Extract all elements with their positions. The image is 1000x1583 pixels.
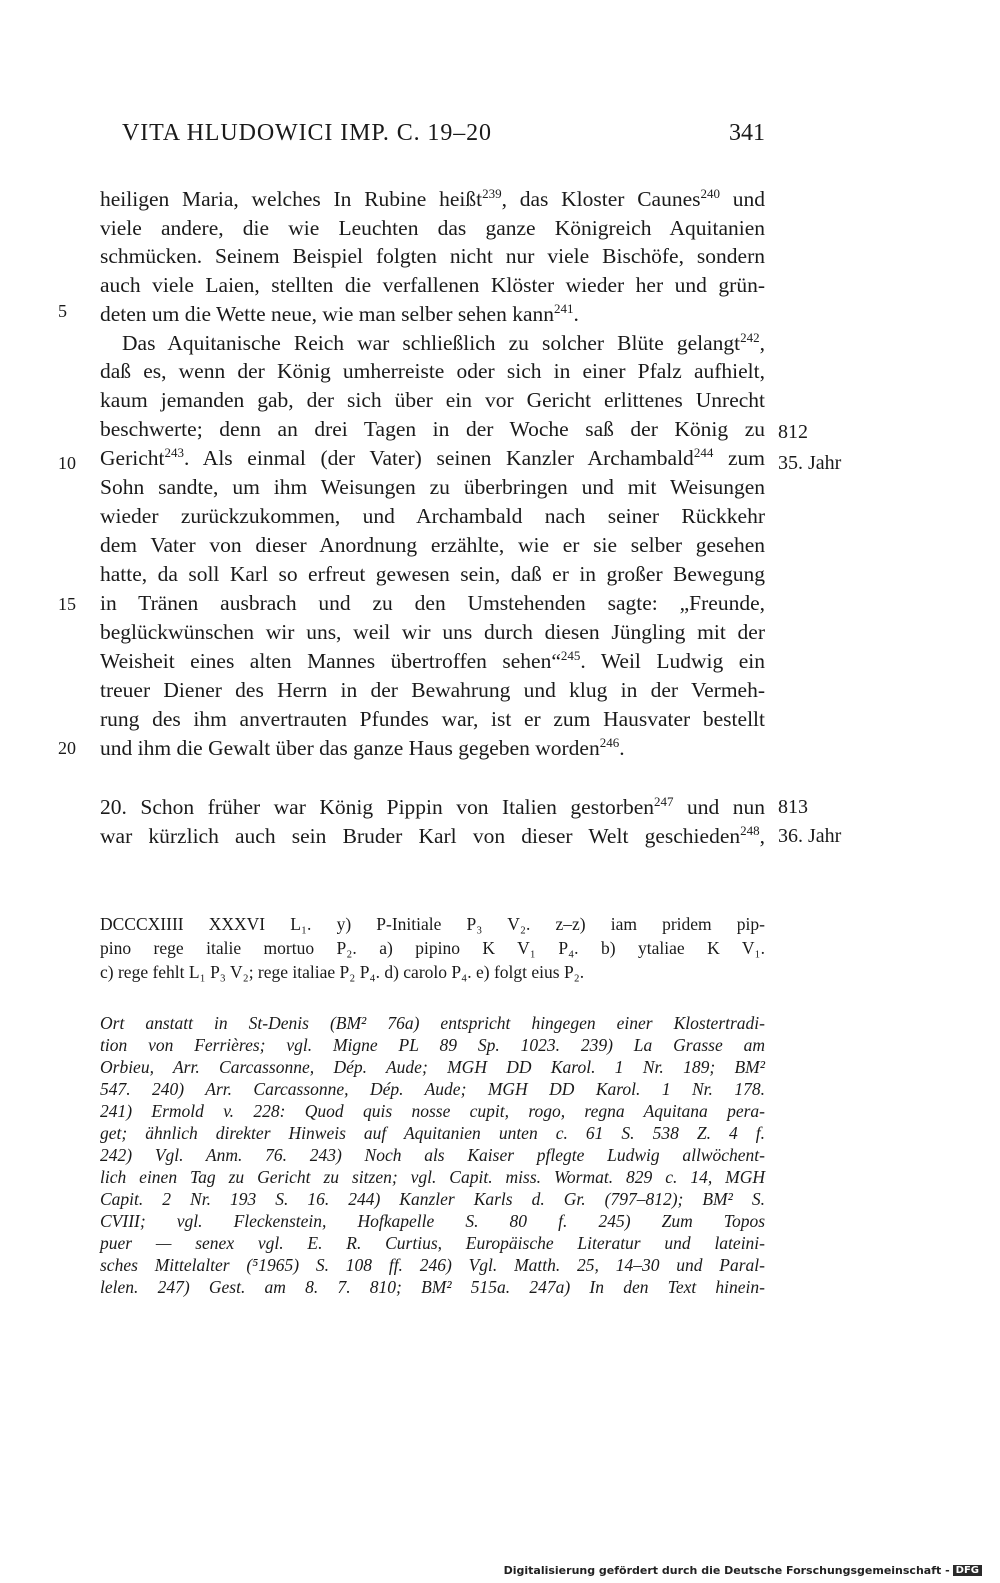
text-segment: war kürzlich auch sein Bruder Karl von dieser Welt geschieden bbox=[100, 824, 741, 848]
margin-year-813: 813 bbox=[778, 796, 808, 818]
note-line: Capit. 2 Nr. 193 S. 16. 244) Kanzler Karls d. Gr. (797–812); BM² S. bbox=[100, 1189, 765, 1209]
text-segment: auch viele Laien, stellten die verfallenen Klöster wieder her und grün- bbox=[100, 273, 765, 297]
text-line bbox=[100, 822, 765, 851]
note-line: lich einen Tag zu Gericht zu sitzen; vgl. Capit. miss. Wormat. 829 c. 14, MGH bbox=[100, 1167, 765, 1187]
line-number-5: 5 bbox=[58, 301, 67, 321]
text-line bbox=[100, 473, 765, 502]
text-segment: und bbox=[720, 187, 766, 211]
text-line bbox=[100, 734, 765, 763]
apparatus-line: c) rege fehlt L₁ P₃ V₂; rege italiae P₂ P₄. d) carolo P₄. e) folgt eius P₂. bbox=[100, 962, 585, 982]
apparatus-line: pino rege italie mortuo P₂. a) pipino K V₁ P₄. b) ytaliae K V₁. bbox=[100, 938, 765, 958]
text-line bbox=[100, 386, 765, 415]
footer-credit bbox=[504, 1564, 982, 1577]
text-segment: Weisheit eines alten Mannes übertroffen sehen“ bbox=[100, 649, 561, 673]
footer-credit-text: Digitalisierung gefördert durch die Deutsche Forschungsgemeinschaft - bbox=[503, 1564, 950, 1577]
text-line bbox=[100, 185, 765, 214]
text-segment: . bbox=[619, 736, 625, 760]
page-number: 341 bbox=[729, 120, 765, 146]
note-line: 547. 240) Arr. Carcassonne, Dép. Aude; MGH DD Karol. 1 Nr. 178. bbox=[100, 1079, 765, 1099]
footnote-ref: 240 bbox=[700, 186, 720, 201]
text-line bbox=[100, 329, 765, 358]
text-segment: schmücken. Seinem Beispiel folgten nicht nur viele Bischöfe, sondern bbox=[100, 244, 765, 268]
footnote-ref: 244 bbox=[693, 445, 714, 460]
text-segment: dem Vater von dieser Anordnung erzählte, wie er sie selber gesehen bbox=[100, 533, 765, 557]
text-segment: viele andere, die wie Leuchten das ganze Königreich Aquitanien bbox=[100, 216, 765, 240]
text-line bbox=[100, 560, 765, 589]
page-header bbox=[100, 120, 765, 154]
note-line: tion von Ferrières; vgl. Migne PL 89 Sp. 1023. 239) La Grasse am bbox=[100, 1035, 765, 1055]
text-segment: Sohn sandte, um ihm Weisungen zu überbringen und mit Weisungen bbox=[100, 475, 765, 499]
text-segment: hatte, da soll Karl so erfreut gewesen sein, daß er in großer Bewegung bbox=[100, 562, 765, 586]
note-line: Ort anstatt in St-Denis (BM² 76a) entspricht hingegen einer Klostertradi- bbox=[100, 1013, 765, 1033]
text-segment: treuer Diener des Herrn in der Bewahrung und klug in der Vermeh- bbox=[100, 678, 765, 702]
text-line bbox=[100, 214, 765, 243]
note-line: 242) Vgl. Anm. 76. 243) Noch als Kaiser pflegte Ludwig allwöchent- bbox=[100, 1145, 765, 1165]
text-segment: zum bbox=[713, 446, 765, 470]
text-segment: deten um die Wette neue, wie man selber sehen kann bbox=[100, 302, 554, 326]
text-segment: und nun bbox=[673, 795, 766, 819]
text-line bbox=[100, 705, 765, 734]
margin-regnal-year-35: 35. Jahr bbox=[778, 452, 842, 474]
text-segment: . Als einmal (der Vater) seinen Kanzler Archambald bbox=[183, 446, 694, 470]
text-line bbox=[100, 618, 765, 647]
text-segment: Gericht bbox=[100, 446, 165, 470]
text-segment: beschwerte; denn an drei Tagen in der Woche saß der König zu bbox=[100, 417, 765, 441]
running-title: VITA HLUDOWICI IMP. C. 19–20 bbox=[122, 120, 492, 146]
margin-regnal-year-36: 36. Jahr bbox=[778, 825, 842, 847]
text-line bbox=[100, 300, 765, 329]
text-line bbox=[100, 271, 765, 300]
note-line: CVIII; vgl. Fleckenstein, Hofkapelle S. 80 f. 245) Zum Topos bbox=[100, 1211, 765, 1231]
footnote-ref: 241 bbox=[554, 301, 574, 316]
footnote-ref: 239 bbox=[482, 186, 502, 201]
text-segment: , bbox=[759, 331, 765, 355]
note-line: Orbieu, Arr. Carcassonne, Dép. Aude; MGH DD Karol. 1 Nr. 189; BM² bbox=[100, 1057, 765, 1077]
text-line bbox=[100, 531, 765, 560]
text-line bbox=[100, 589, 765, 618]
text-segment: 20. Schon früher war König Pippin von Italien gestorben bbox=[100, 795, 655, 819]
note-line: puer — senex vgl. E. R. Curtius, Europäische Literatur und lateini- bbox=[100, 1233, 765, 1253]
line-number-10: 10 bbox=[58, 453, 76, 473]
footnote-ref: 248 bbox=[740, 823, 760, 838]
text-segment: rung des ihm anvertrauten Pfundes war, ist er zum Hausvater bestellt bbox=[100, 707, 765, 731]
text-segment: in Tränen ausbrach und zu den Umstehenden sagte: „Freunde, bbox=[100, 591, 765, 615]
note-line: sches Mittelalter (⁵1965) S. 108 ff. 246) Vgl. Matth. 25, 14–30 und Paral- bbox=[100, 1255, 765, 1275]
footnote-ref: 245 bbox=[560, 648, 581, 663]
text-segment: . bbox=[573, 302, 579, 326]
text-segment: , bbox=[759, 824, 765, 848]
footnote-ref: 242 bbox=[740, 330, 760, 345]
text-line bbox=[100, 444, 765, 473]
text-segment: daß es, wenn der König umherreiste oder sich in einer Pfalz aufhielt, bbox=[100, 359, 765, 383]
text-segment: . Weil Ludwig ein bbox=[580, 649, 765, 673]
apparatus-line: DCCCXIIII XXXVI L₁. y) P-Initiale P₃ V₂. z–z) iam pridem pip- bbox=[100, 914, 765, 934]
text-line bbox=[100, 415, 765, 444]
line-number-20: 20 bbox=[58, 738, 76, 758]
note-line: lelen. 247) Gest. am 8. 7. 810; BM² 515a. 247a) In den Text hinein- bbox=[100, 1277, 765, 1297]
text-line bbox=[100, 502, 765, 531]
text-line bbox=[100, 242, 765, 271]
footnote-ref: 246 bbox=[599, 735, 620, 750]
text-segment: beglückwünschen wir uns, weil wir uns durch diesen Jüngling mit der bbox=[100, 620, 765, 644]
text-line bbox=[100, 357, 765, 386]
text-line bbox=[100, 676, 765, 705]
text-segment: und ihm die Gewalt über das ganze Haus gegeben worden bbox=[100, 736, 600, 760]
text-segment: heiligen Maria, welches In Rubine heißt bbox=[100, 187, 483, 211]
note-line: 241) Ermold v. 228: Quod quis nosse cupit, rogo, regna Aquitana pera- bbox=[100, 1101, 765, 1121]
text-segment: , das Kloster Caunes bbox=[501, 187, 701, 211]
text-segment: wieder zurückzukommen, und Archambald nach seiner Rückkehr bbox=[100, 504, 765, 528]
text-segment: kaum jemanden gab, der sich über ein vor Gericht erlittenes Unrecht bbox=[100, 388, 765, 412]
margin-year-812: 812 bbox=[778, 421, 808, 443]
note-line: get; ähnlich direkter Hinweis auf Aquitanien unten c. 61 S. 538 Z. 4 f. bbox=[100, 1123, 765, 1143]
text-line bbox=[100, 793, 765, 822]
dfg-logo: DFG bbox=[953, 1565, 982, 1576]
footnote-ref: 243 bbox=[164, 445, 184, 460]
footnote-ref: 247 bbox=[654, 794, 674, 809]
text-segment: Das Aquitanische Reich war schließlich zu solcher Blüte gelangt bbox=[122, 331, 741, 355]
text-line bbox=[100, 647, 765, 676]
line-number-15: 15 bbox=[58, 594, 76, 614]
